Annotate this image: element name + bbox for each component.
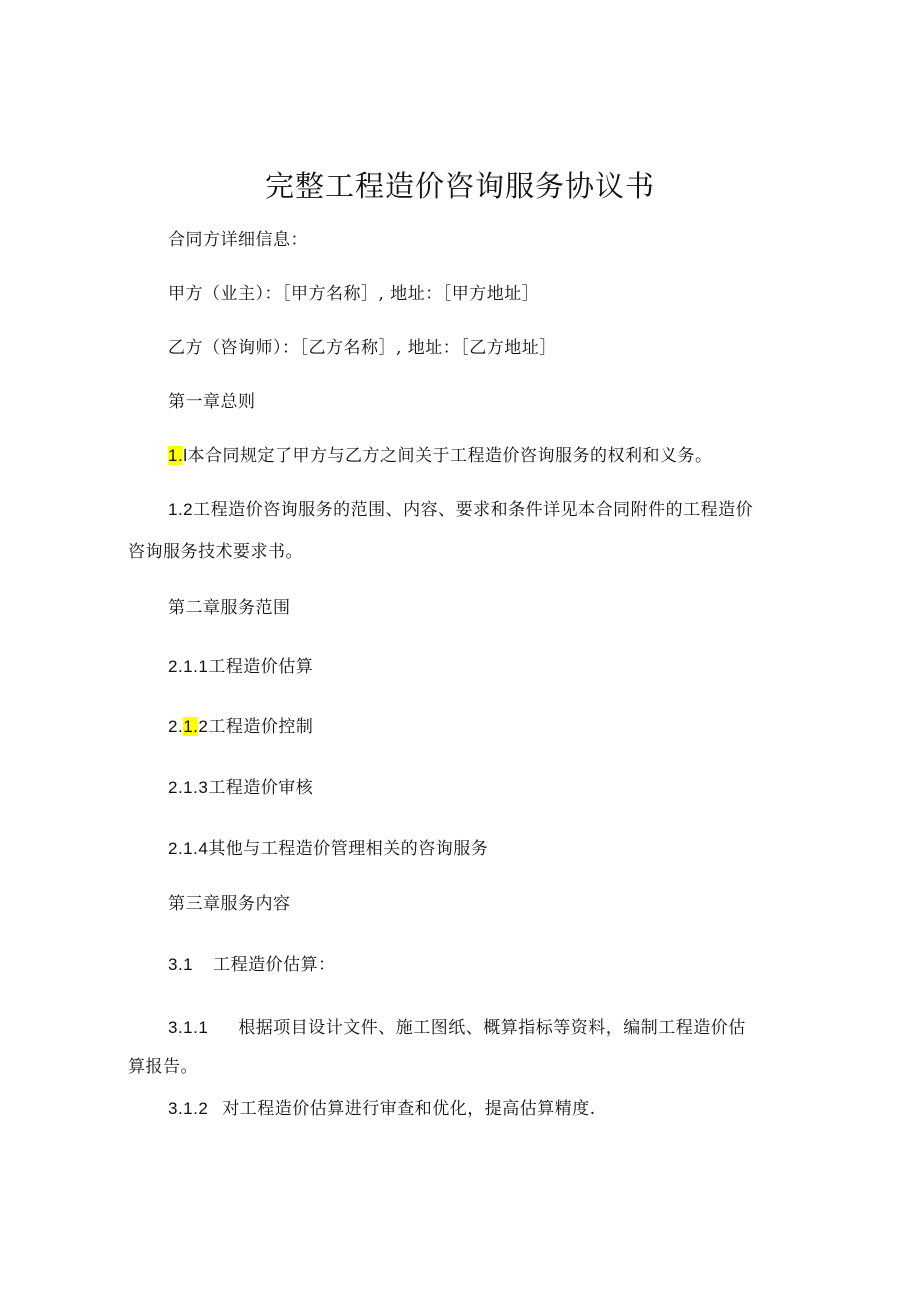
- clause-2-1-4-text: 其他与工程造价管理相关的咨询服务: [208, 839, 489, 859]
- clause-3-1-2-number: 3.1.2: [168, 1099, 209, 1118]
- clause-2-1-4: [168, 837, 488, 861]
- chapter-1-heading: 第一章总则: [168, 392, 256, 412]
- clause-2-1-2-number-highlight: 1.: [183, 717, 199, 736]
- document-title: 完整工程造价咨询服务协议书: [264, 169, 655, 203]
- clause-3-1-text: 工程造价估算：: [213, 955, 336, 975]
- clause-3-1-1-text-line-1: 根据项目设计文件、施工图纸、概算指标等资料，编制工程造价估: [238, 1018, 746, 1038]
- party-b-info: 乙方（咨询师）：［乙方名称］, 地址：［乙方地址］: [168, 338, 557, 358]
- clause-2-1-3: [168, 776, 313, 800]
- clause-1-1-number-highlight: 1.: [168, 446, 184, 465]
- clause-1-2-number: 1.2: [168, 500, 194, 519]
- clause-1-2-line-1: [168, 498, 753, 522]
- clause-2-1-4-number: 2.1.4: [168, 839, 209, 858]
- clause-1-1-number-rest: l: [183, 446, 188, 465]
- clause-3-1: [168, 953, 336, 977]
- party-a-info: 甲方（业主）：［甲方名称］, 地址：［甲方地址］: [168, 284, 540, 304]
- clause-2-1-1-text: 工程造价估算: [208, 657, 314, 677]
- chapter-3-heading: 第三章服务内容: [168, 894, 291, 914]
- parties-heading: 合同方详细信息：: [168, 230, 308, 250]
- clause-3-1-2-text: 对工程造价估算进行审查和优化，提高估算精度.: [222, 1099, 596, 1119]
- chapter-2-heading: 第二章服务范围: [168, 598, 291, 618]
- clause-3-1-2: [168, 1097, 596, 1121]
- clause-2-1-3-text: 工程造价审核: [208, 778, 314, 798]
- clause-2-1-2-number-pre: 2.: [168, 717, 184, 736]
- clause-1-1: [168, 444, 712, 468]
- clause-3-1-1-line-1: [168, 1016, 746, 1040]
- clause-3-1-1-line-2: 算报告。: [128, 1057, 198, 1077]
- clause-1-2-line-2: 咨询服务技术要求书。: [128, 542, 303, 562]
- clause-1-2-text-line-1: 工程造价咨询服务的范围、内容、要求和条件详见本合同附件的工程造价: [193, 500, 754, 520]
- clause-3-1-1-number: 3.1.1: [168, 1018, 209, 1037]
- clause-2-1-1-number: 2.1.1: [168, 657, 209, 676]
- clause-2-1-2-number-post: 2: [198, 717, 209, 736]
- clause-2-1-1: [168, 655, 313, 679]
- clause-3-1-number: 3.1: [168, 955, 194, 974]
- clause-2-1-3-number: 2.1.3: [168, 778, 209, 797]
- clause-1-1-text: 本合同规定了甲方与乙方之间关于工程造价咨询服务的权利和义务。: [187, 446, 713, 466]
- clause-2-1-2-text: 工程造价控制: [208, 717, 314, 737]
- clause-2-1-2: [168, 715, 313, 739]
